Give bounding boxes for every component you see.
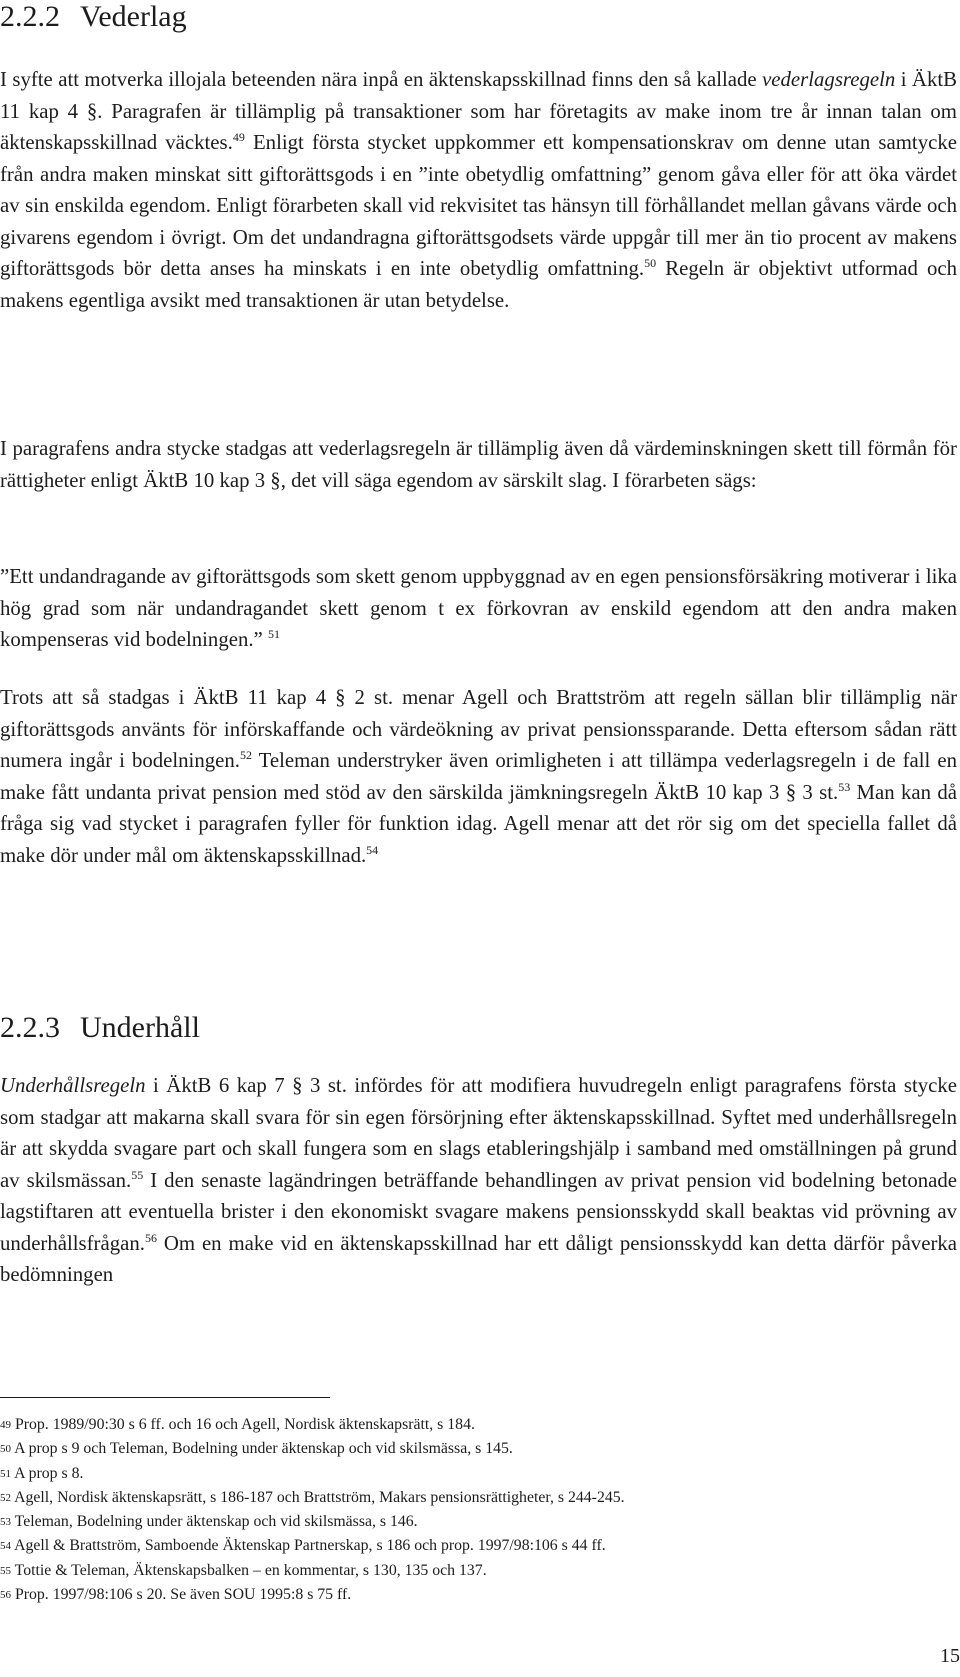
text-run: Enligt första stycket uppkommer ett kompensationskrav om denne utan samtycke från andra maken minskat sitt giftorättsgods i en ”inte obetydlig omfattning” genom gåva eller för att öka värdet av sin enskilda egendom. Enligt förarbeten skall vid rekvisitet tas hänsyn till förhållandet mellan gåvans värde och givarens egendom i övrigt. Om det undandragna giftorättsgodsets värde uppgår till mer än tio procent av makens giftorättsgods bör detta anses ha minskats i en inte obetydlig omfattning. (0, 131, 957, 280)
footnote (0, 1559, 957, 1583)
footnote-text: Tottie & Teleman, Äktenskapsbalken – en kommentar, s 130, 135 och 137. (11, 1561, 487, 1579)
quote-text: ”Ett undandragande av giftorättsgods som skett genom uppbyggnad av en egen pensionsförsäkring motiverar i lika hög grad som när undandragandet skett genom t ex förkovran av enskild egendom att den andra maken kompenseras vid bodelningen.” (0, 565, 957, 651)
text-run: Man kan då fråga sig vad stycket i paragrafen fyller för funktion idag. Agell menar att det rör sig om det speciella fallet då make dör under mål om äktenskapsskillnad. (0, 780, 957, 867)
footnotes (0, 1413, 957, 1607)
footnote (0, 1583, 957, 1607)
footnote-ref: 49 (232, 130, 245, 145)
footnote-text: Agell, Nordisk äktenskapsrätt, s 186-187 och Brattström, Makars pensionsrättigheter, s 244-245. (11, 1488, 625, 1506)
paragraph-underhallsregeln (0, 1070, 957, 1291)
footnote-number: 50 (0, 1443, 11, 1456)
footnote-number: 56 (0, 1589, 11, 1602)
term-vederlagsregeln: vederlagsregeln (762, 68, 896, 91)
footnote (0, 1413, 957, 1437)
footnote-text: Agell & Brattström, Samboende Äktenskap Partnerskap, s 186 och prop. 1997/98:106 s 44 ff. (11, 1537, 606, 1555)
text-run: Teleman understryker även orimligheten i att tillämpa vederlagsregeln i de fall en make fått undanta privat pension med stöd av den särskilda jämkningsregeln ÄktB 10 kap 3 § 3 st. (0, 749, 957, 804)
paragraph-agell-brattstrom (0, 682, 957, 871)
footnote-ref: 52 (239, 748, 252, 763)
section-title: Vederlag (80, 0, 187, 33)
footnote (0, 1486, 957, 1510)
footnote-separator (0, 1397, 330, 1398)
footnote-text: A prop s 8. (11, 1464, 84, 1482)
footnote-number: 55 (0, 1564, 11, 1577)
footnote-text: Prop. 1989/90:30 s 6 ff. och 16 och Agell, Nordisk äktenskapsrätt, s 184. (11, 1416, 475, 1433)
footnote-ref: 53 (838, 779, 851, 794)
text-run: I syfte att motverka illojala beteenden nära inpå en äktenskapsskillnad finns den så kallade (0, 68, 763, 91)
text-run: Trots att så stadgas i ÄktB 11 kap 4 § 2 st. menar Agell och Brattström att regeln sällan blir tillämplig när giftorättsgods använts för införskaffande och värdeökning av privat pensionssparande. Detta eftersom sådan rätt numera ingår i bodelningen. (0, 686, 957, 772)
footnote-number: 52 (0, 1491, 11, 1504)
footnote-number: 51 (0, 1467, 11, 1480)
section-number: 2.2.3 (0, 1011, 60, 1044)
footnote-ref: 54 (366, 842, 379, 857)
term-underhallsregeln: Underhållsregeln (0, 1074, 146, 1097)
section-title: Underhåll (80, 1011, 200, 1044)
footnote (0, 1462, 957, 1486)
text-run: i ÄktB 11 kap 4 §. Paragrafen är tillämplig på transaktioner som har företagits av make inom tre år innan talan om äktenskapsskillnad väcktes. (0, 68, 957, 154)
footnote-text: A prop s 9 och Teleman, Bodelning under äktenskap och vid skilsmässa, s 145. (11, 1440, 513, 1458)
footnote-number: 49 (0, 1419, 11, 1431)
text-run: I paragrafens andra stycke stadgas att vederlagsregeln är tillämplig även då värdeminskningen skett till förmån för rättigheter enligt ÄktB 10 kap 3 §, det vill säga egendom av särskilt slag. I förarbeten sägs: (0, 437, 957, 492)
footnote-ref: 51 (268, 627, 280, 642)
text-run: Om en make vid en äktenskapsskillnad har ett dåligt pensionsskydd kan detta därför påverka bedömningen (0, 1231, 957, 1286)
paragraph-andra-stycke (0, 433, 957, 496)
footnote-text: Teleman, Bodelning under äktenskap och vid skilsmässa, s 146. (11, 1513, 418, 1531)
footnote-ref: 50 (644, 256, 657, 271)
text-run: Regeln är objektivt utformad och makens egentliga avsikt med transaktionen är utan betydelse. (0, 257, 958, 312)
footnote-number: 53 (0, 1516, 11, 1529)
section-heading-vederlag (0, 0, 187, 34)
footnote (0, 1510, 957, 1534)
text-run: I den senaste lagändringen beträffande behandlingen av privat pension vid bodelning betonade lagstiftaren att eventuella brister i den ekonomiskt svagare makens pensionsskydd skall beaktas vid prövning av underhållsfrågan. (0, 1168, 957, 1255)
footnote-ref: 55 (131, 1167, 144, 1182)
footnote (0, 1437, 957, 1461)
section-heading-underhall (0, 1011, 200, 1045)
footnote-ref: 56 (144, 1230, 157, 1245)
page-number: 15 (940, 1645, 960, 1667)
block-quote (0, 561, 957, 656)
footnote-number: 54 (0, 1540, 11, 1553)
text-run: i ÄktB 6 kap 7 § 3 st. infördes för att modifiera huvudregeln enligt paragrafens första stycke som stadgar att makarna skall svara för sin egen försörjning efter äktenskapsskillnad. Syftet med underhållsregeln är att skydda svagare part och skall fungera som en slags etableringshjälp i samband med omställningen på grund av skilsmässan. (0, 1074, 957, 1192)
footnote-text: Prop. 1997/98:106 s 20. Se även SOU 1995:8 s 75 ff. (11, 1586, 352, 1604)
paragraph-vederlagsregeln (0, 64, 957, 316)
footnote (0, 1534, 957, 1558)
section-number: 2.2.2 (0, 0, 60, 33)
